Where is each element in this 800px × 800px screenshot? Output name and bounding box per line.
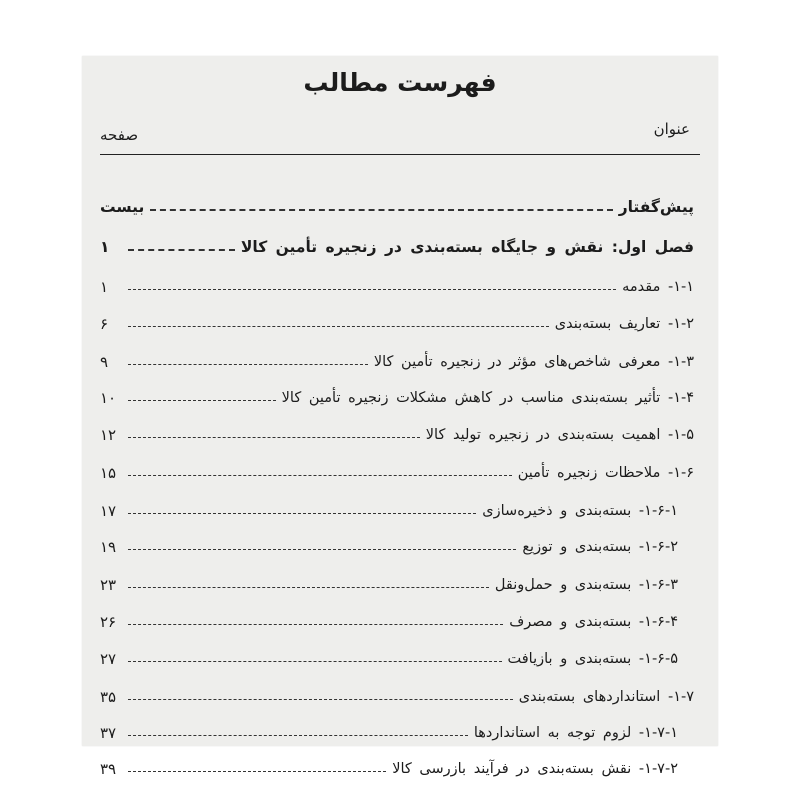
- toc-entry: [100, 605, 696, 639]
- toc-entry: [100, 230, 696, 264]
- toc-entry-title: ۱-۶-۴- بسته‌بندی و مصرف: [509, 614, 678, 630]
- toc-leader-dashes: [128, 661, 502, 662]
- toc-entry-title: ۱-۶-۵- بسته‌بندی و بازیافت: [507, 651, 678, 667]
- toc-entry-page: ۱: [100, 278, 109, 296]
- toc-entry-page: ۱۵: [100, 464, 117, 482]
- toc-entry-page: ۱۰: [100, 389, 117, 407]
- toc-entry-page: ۹: [100, 353, 109, 371]
- toc-leader-dashes: [128, 475, 512, 476]
- toc-leader-dashes: [128, 771, 386, 772]
- toc-leader-dashes: [128, 735, 468, 736]
- toc-entry-page: ۲۳: [100, 576, 117, 594]
- toc-leader-dashes: [128, 289, 616, 290]
- toc-entry: [100, 456, 696, 490]
- book-page: [82, 56, 718, 778]
- toc-entry-title: ۱-۶-۳- بسته‌بندی و حمل‌ونقل: [494, 577, 678, 593]
- toc-entry-title: ۱-۶-۲- بسته‌بندی و توزیع: [522, 539, 678, 555]
- toc-entry-title: ۱-۲- تعاریف بسته‌بندی: [554, 316, 694, 332]
- toc-entry-page: بیست: [100, 198, 145, 216]
- toc-entry-page: ۱: [100, 238, 110, 256]
- page-title: فهرست مطالب: [303, 68, 497, 97]
- toc-leader-dashes: [128, 326, 549, 327]
- toc-entry-page: ۲۷: [100, 650, 117, 668]
- toc-entry: [100, 381, 696, 415]
- toc-entry-page: ۱۹: [100, 538, 117, 556]
- toc-entry-title: ۱-۴- تأثیر بسته‌بندی مناسب در کاهش مشکلات زنجیره تأمین کالا: [281, 390, 694, 406]
- toc-entry-page: ۲۶: [100, 613, 117, 631]
- toc-entry-title: ۱-۳- معرفی شاخص‌های مؤثر در زنجیره تأمین کالا: [373, 354, 694, 370]
- toc-entry: [100, 752, 696, 786]
- toc-entry-title: پیش‌گفتار: [618, 198, 694, 216]
- toc-entry: [100, 568, 696, 602]
- toc-entry-title: فصل اول: نقش و جایگاه بسته‌بندی در زنجیره تأمین کالا: [240, 238, 694, 256]
- header-divider: [100, 154, 700, 155]
- toc-entry-title: ۱-۶-۱- بسته‌بندی و ذخیره‌سازی: [482, 503, 678, 519]
- toc-entry-page: ۳۵: [100, 688, 117, 706]
- toc-leader-dashes: [128, 549, 516, 550]
- toc-entry-page: ۱۲: [100, 426, 117, 444]
- toc-entry: [100, 680, 696, 714]
- toc-entry-page: ۳۹: [100, 760, 117, 778]
- toc-leader-dashes: [128, 249, 235, 251]
- toc-leader-dashes: [128, 513, 476, 514]
- toc-leader-dashes: [128, 364, 368, 365]
- toc-leader-dashes: [128, 437, 420, 438]
- toc-leader-dashes: [128, 587, 489, 588]
- toc-entry: [100, 418, 696, 452]
- toc-entry: [100, 190, 696, 224]
- toc-entry-title: ۱-۷-۱- لزوم توجه به استانداردها: [473, 725, 678, 741]
- toc-entry-title: ۱-۷-۲- نقش بسته‌بندی در فرآیند بازرسی کالا: [392, 761, 678, 777]
- toc-entry-title: ۱-۶- ملاحظات زنجیره تأمین: [517, 465, 694, 481]
- toc-entry: [100, 307, 696, 341]
- column-header-title: عنوان: [653, 120, 690, 138]
- toc-entry-page: ۶: [100, 315, 109, 333]
- toc-leader-dashes: [128, 699, 513, 700]
- toc-entry-page: ۳۷: [100, 724, 117, 742]
- toc-entry: [100, 494, 696, 528]
- toc-leader-dashes: [150, 209, 613, 211]
- toc-entry: [100, 270, 696, 304]
- toc-entry: [100, 530, 696, 564]
- toc-entry-page: ۱۷: [100, 502, 117, 520]
- toc-leader-dashes: [128, 624, 503, 625]
- toc-entry: [100, 642, 696, 676]
- toc-entry: [100, 716, 696, 750]
- toc-entry: [100, 345, 696, 379]
- toc-leader-dashes: [128, 400, 276, 401]
- toc-entry-title: ۱-۷- استانداردهای بسته‌بندی: [518, 689, 694, 705]
- toc-entry-title: ۱-۱- مقدمه: [622, 279, 694, 295]
- column-header-page: صفحه: [100, 126, 139, 144]
- toc-entry-title: ۱-۵- اهمیت بسته‌بندی در زنجیره تولید کالا: [425, 427, 694, 443]
